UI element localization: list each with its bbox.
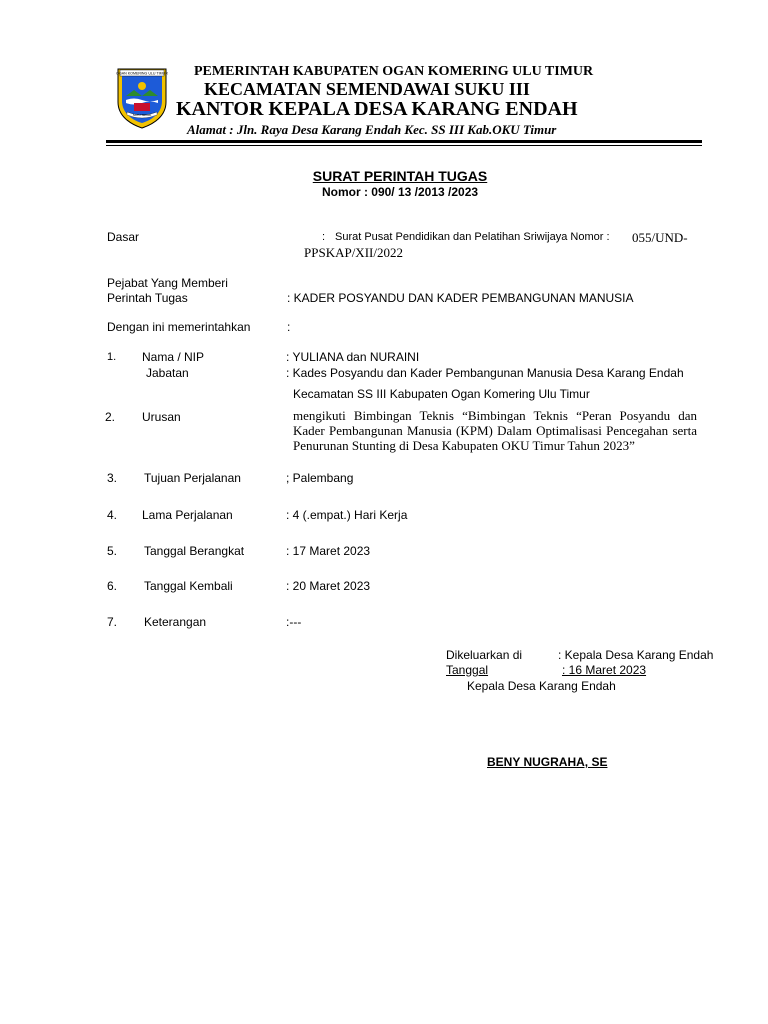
dasar-colon: : bbox=[322, 231, 326, 243]
dasar-text: Surat Pusat Pendidikan dan Pelatihan Sriwijaya Nomor : bbox=[335, 231, 610, 243]
pejabat-value: : KADER POSYANDU DAN KADER PEMBANGUNAN MANUSIA bbox=[287, 291, 634, 305]
kembali-label: Tanggal Kembali bbox=[144, 579, 233, 593]
urusan-label: Urusan bbox=[142, 410, 181, 424]
header-address: Alamat : Jln. Raya Desa Karang Endah Kec. SS III Kab.OKU Timur bbox=[187, 122, 557, 137]
signatory-name: BENY NUGRAHA, SE bbox=[487, 755, 608, 769]
item-number-7: 7. bbox=[107, 615, 118, 629]
memerintahkan-label: Dengan ini memerintahkan bbox=[107, 320, 251, 334]
logo-text-bottom: SATU TEKAD bbox=[132, 113, 152, 117]
lama-label: Lama Perjalanan bbox=[142, 508, 233, 522]
keterangan-value: :--- bbox=[286, 615, 302, 629]
pejabat-label-line1: Pejabat Yang Memberi bbox=[107, 276, 228, 290]
memerintahkan-colon: : bbox=[287, 320, 291, 334]
tujuan-label: Tujuan Perjalanan bbox=[144, 471, 241, 485]
keterangan-label: Keterangan bbox=[144, 615, 207, 629]
header-district: KECAMATAN SEMENDAWAI SUKU III bbox=[204, 79, 530, 99]
tanggal-label: Tanggal bbox=[446, 663, 489, 677]
lama-value: : 4 (.empat.) Hari Kerja bbox=[286, 508, 408, 522]
tanggal-value: : 16 Maret 2023 bbox=[562, 663, 647, 677]
berangkat-value: : 17 Maret 2023 bbox=[286, 544, 371, 558]
jabatan-value: : Kades Posyandu dan Kader Pembangunan Manusia Desa Karang Endah bbox=[286, 366, 684, 380]
header-rule-thin bbox=[106, 145, 702, 146]
dikeluarkan-value: : Kepala Desa Karang Endah bbox=[558, 648, 714, 662]
logo-text-top: OGAN KOMERING ULU TIMUR bbox=[116, 71, 168, 76]
item-number-3: 3. bbox=[107, 471, 118, 485]
dasar-number: 055/UND- bbox=[632, 230, 688, 245]
pejabat-label-line2: Perintah Tugas bbox=[107, 291, 188, 305]
signatory-position: Kepala Desa Karang Endah bbox=[467, 679, 616, 693]
dasar-number-cont: PPSKAP/XII/2022 bbox=[304, 245, 403, 260]
header-government: PEMERINTAH KABUPATEN OGAN KOMERING ULU TIMUR bbox=[194, 64, 594, 79]
header-office: KANTOR KEPALA DESA KARANG ENDAH bbox=[176, 98, 578, 120]
header-rule-thick bbox=[106, 140, 702, 143]
dikeluarkan-label: Dikeluarkan di bbox=[446, 648, 523, 662]
kembali-value: : 20 Maret 2023 bbox=[286, 579, 371, 593]
jabatan-value-cont: Kecamatan SS III Kabupaten Ogan Komering Ulu Timur bbox=[293, 387, 590, 401]
document-title: SURAT PERINTAH TUGAS bbox=[312, 168, 488, 184]
item-number-2: 2. bbox=[105, 410, 116, 424]
regency-logo bbox=[114, 66, 170, 130]
item-number-4: 4. bbox=[107, 508, 118, 522]
nama-value: : YULIANA dan NURAINI bbox=[286, 350, 420, 364]
tujuan-value: ; Palembang bbox=[286, 471, 354, 485]
nama-label: Nama / NIP bbox=[142, 350, 205, 364]
jabatan-label: Jabatan bbox=[146, 366, 189, 380]
item-number-6: 6. bbox=[107, 579, 118, 593]
document-number: Nomor : 090/ 13 /2013 /2023 bbox=[321, 185, 479, 199]
berangkat-label: Tanggal Berangkat bbox=[144, 544, 245, 558]
item-number-1: 1. bbox=[107, 351, 117, 363]
item-number-5: 5. bbox=[107, 544, 118, 558]
dasar-label: Dasar bbox=[107, 230, 140, 244]
urusan-value: mengikuti Bimbingan Teknis “Bimbingan Teknis “Peran Posyandu dan Kader Pembangunan Manusia (KPM) Dalam Optimalisasi Pencegahan serta Penurunan Stunting di Desa Kabupaten OKU Timur Tahun 2023” bbox=[293, 408, 697, 453]
